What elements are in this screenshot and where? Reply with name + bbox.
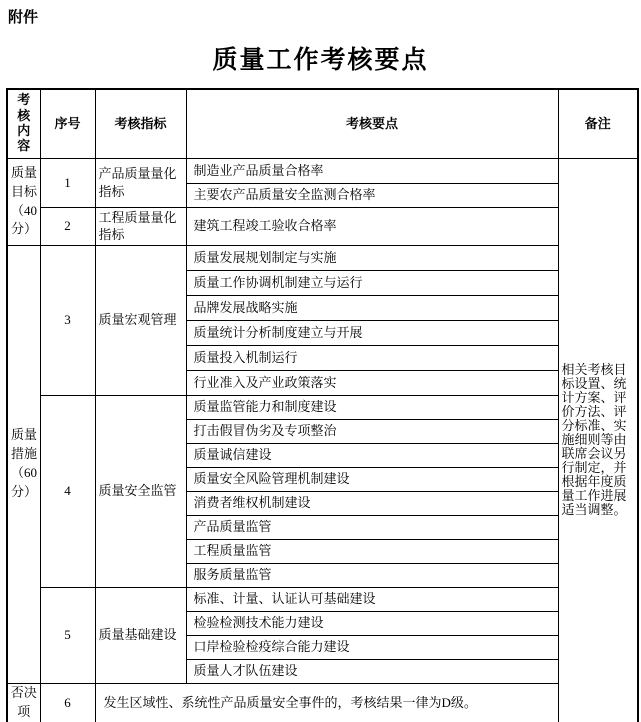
remark-cell: 相关考核目标设置、统计方案、评价方法、评分标准、实施细则等由联席会议另行制定，并根据年度质量工作进展适当调整。 [558,158,638,722]
indicator-cell: 工程质量量化指标 [95,207,186,245]
table-row [7,395,638,419]
point-cell: 质量监管能力和制度建设 [186,395,558,419]
indicator-cell: 质量宏观管理 [95,245,186,395]
serial-cell: 6 [40,683,95,722]
table-row [7,207,638,245]
header-content: 考核内容 [7,89,40,158]
point-cell: 质量安全风险管理机制建设 [186,467,558,491]
point-cell: 主要农产品质量安全监测合格率 [186,183,558,207]
point-cell: 口岸检验检疫综合能力建设 [186,635,558,659]
content-group-label: 质量目标（40分） [7,158,40,245]
table-row [7,245,638,270]
content-group-label: 质量措施（60分） [7,245,40,683]
point-cell: 检验检测技术能力建设 [186,611,558,635]
point-cell: 标准、计量、认证认可基础建设 [186,587,558,611]
serial-cell: 3 [40,245,95,395]
point-cell: 行业准入及产业政策落实 [186,370,558,395]
point-cell: 质量统计分析制度建立与开展 [186,320,558,345]
table-header-row [7,89,638,158]
header-serial: 序号 [40,89,95,158]
point-cell: 工程质量监管 [186,539,558,563]
veto-point-cell: 发生区域性、系统性产品质量安全事件的，考核结果一律为D级。 [95,683,558,722]
table-row [7,683,638,722]
point-cell: 打击假冒伪劣及专项整治 [186,419,558,443]
page-title: 质量工作考核要点 [212,46,429,74]
serial-cell: 5 [40,587,95,683]
serial-cell: 2 [40,207,95,245]
table-row [7,587,638,611]
indicator-cell: 质量基础建设 [95,587,186,683]
serial-cell: 1 [40,158,95,207]
header-remark: 备注 [558,89,638,158]
point-cell: 质量诚信建设 [186,443,558,467]
header-points: 考核要点 [186,89,558,158]
header-indicator: 考核指标 [95,89,186,158]
point-cell: 服务质量监管 [186,563,558,587]
indicator-cell: 质量安全监管 [95,395,186,587]
content-group-label: 否决项 [7,683,40,722]
point-cell: 产品质量监管 [186,515,558,539]
indicator-cell: 产品质量量化指标 [95,158,186,207]
point-cell: 质量投入机制运行 [186,345,558,370]
point-cell: 质量人才队伍建设 [186,659,558,683]
point-cell: 质量工作协调机制建立与运行 [186,270,558,295]
point-cell: 建筑工程竣工验收合格率 [186,207,558,245]
attachment-label: 附件 [8,9,39,26]
point-cell: 制造业产品质量合格率 [186,158,558,183]
point-cell: 品牌发展战略实施 [186,295,558,320]
serial-cell: 4 [40,395,95,587]
table-row [7,158,638,183]
assessment-table [6,88,639,722]
point-cell: 消费者维权机制建设 [186,491,558,515]
point-cell: 质量发展规划制定与实施 [186,245,558,270]
